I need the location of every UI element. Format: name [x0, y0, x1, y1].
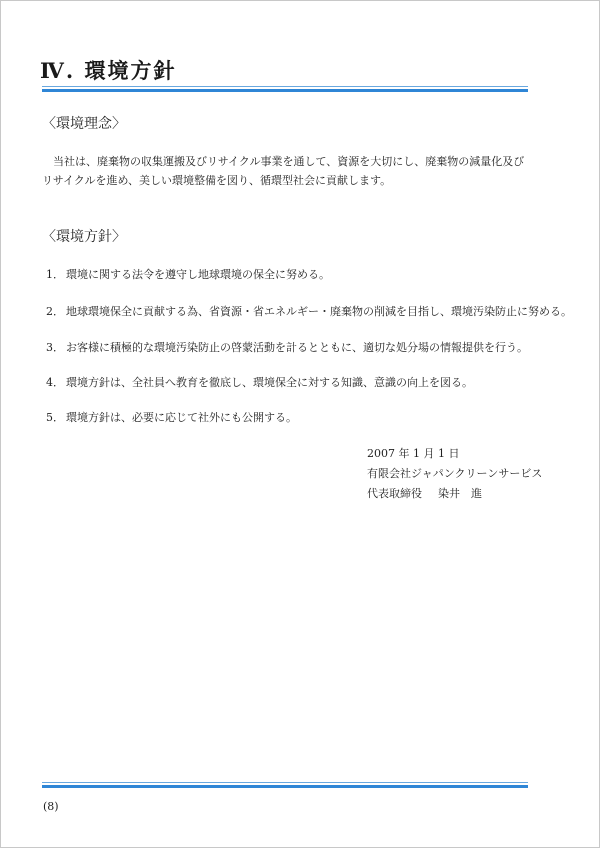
- policy-item-number: 5．: [46, 411, 64, 424]
- policy-heading: 〈環境方針〉: [42, 229, 126, 245]
- signature-position: 代表取締役: [367, 487, 422, 500]
- philosophy-heading: 〈環境理念〉: [42, 116, 126, 132]
- policy-item-number: 3．: [46, 341, 64, 354]
- page-title: Ⅳ. 環境方針: [40, 58, 177, 83]
- policy-item: [46, 303, 572, 319]
- policy-item: [46, 266, 536, 282]
- signature-block: [367, 444, 542, 504]
- footer-divider-thick: [42, 785, 528, 788]
- signature-company: 有限会社ジャパンクリーンサービス: [367, 467, 543, 480]
- footer-divider-thin: [42, 782, 528, 783]
- policy-item-text: 地球環境保全に貢献する為、省資源・省エネルギー・廃棄物の削減を目指し、環境汚染防止に努める。: [66, 305, 572, 318]
- signature-representative: [367, 484, 542, 504]
- philosophy-text: 当社は、廃棄物の収集運搬及びリサイクル事業を通して、資源を大切にし、廃棄物の減量化及びリサイクルを進め、美しい環境整備を図り、循環型社会に貢献します。: [42, 155, 525, 187]
- policy-item-number: 1．: [46, 268, 64, 281]
- policy-item-number: 2．: [46, 305, 64, 318]
- policy-item-text: お客様に積極的な環境汚染防止の啓蒙活動を計るとともに、適切な処分場の情報提供を行う。: [66, 341, 528, 354]
- signature-name: 染井 進: [438, 487, 482, 500]
- policy-item-text: 環境方針は、必要に応じて社外にも公開する。: [66, 411, 297, 424]
- policy-item: [46, 409, 536, 425]
- policy-item: [46, 339, 536, 355]
- policy-item: [46, 374, 536, 390]
- page-number: (8): [43, 800, 59, 813]
- policy-item-number: 4．: [46, 376, 64, 389]
- policy-item-text: 環境方針は、全社員へ教育を徹底し、環境保全に対する知識、意識の向上を図る。: [66, 376, 473, 389]
- header-divider-thick: [42, 89, 528, 92]
- header-divider-thin: [42, 86, 528, 87]
- signature-date: 2007 年 1 月 1 日: [367, 447, 460, 460]
- policy-item-text: 環境に関する法令を遵守し地球環境の保全に努める。: [66, 268, 330, 281]
